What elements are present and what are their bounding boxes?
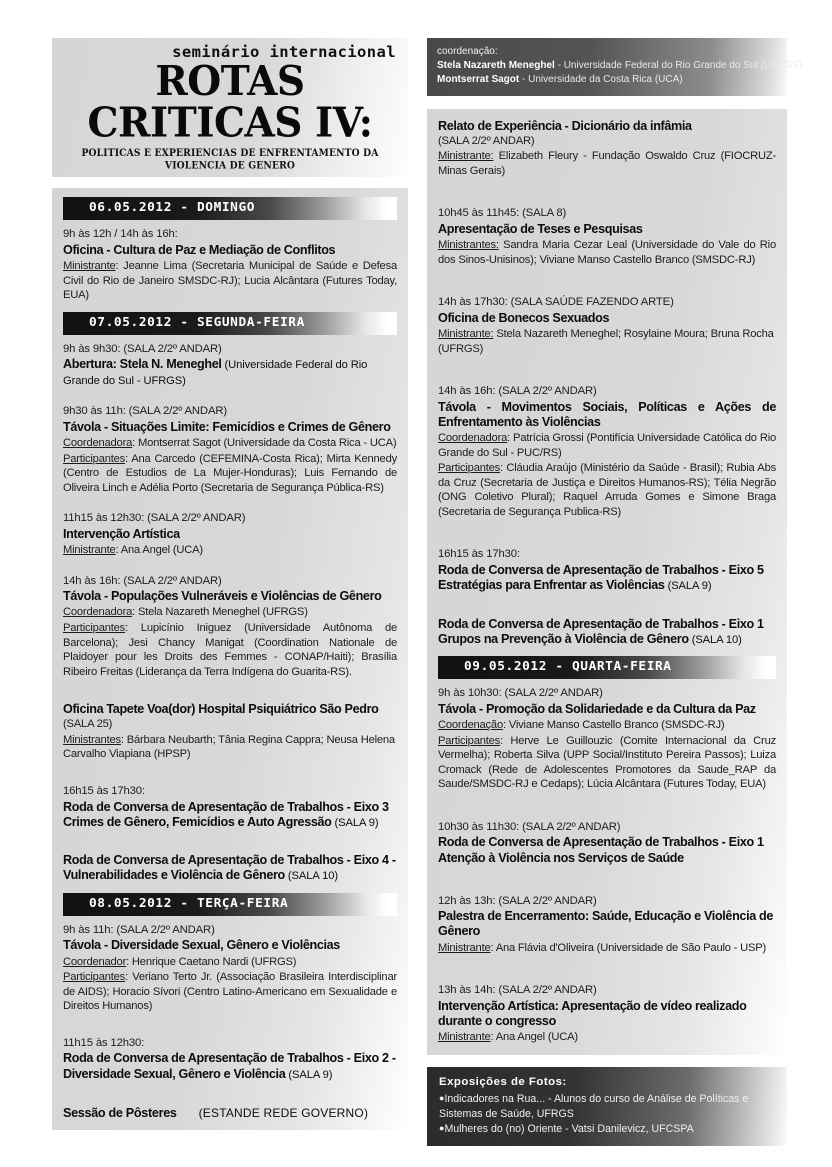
coordinator-affiliation: - Universidade Federal do Rio Grande do Sul (UFRGS)	[554, 60, 803, 72]
session-people	[438, 941, 776, 956]
session-people	[438, 327, 776, 356]
session-people	[63, 259, 397, 303]
people-detail: : Montserrat Sagot (Universidade da Costa Rica - UCA)	[132, 437, 397, 450]
session-title: Távola - Diversidade Sexual, Gênero e Violências	[63, 938, 340, 953]
session-title	[438, 617, 776, 648]
session-time: 9h às 9h30: (SALA 2/2º ANDAR)	[63, 342, 222, 355]
session-title-text: Abertura: Stela N. Meneghel	[63, 357, 222, 372]
session-tavola-situacoes-limite	[63, 404, 397, 495]
session-intervencao-artistica	[63, 511, 397, 557]
coordinator-affiliation: - Universidade da Costa Rica (UCA)	[519, 74, 683, 86]
session-coordinator	[63, 605, 397, 620]
people-detail: : Viviane Manso Castello Branco (SMSDC-RJ)	[502, 718, 725, 731]
role-label: Coordenadora	[63, 606, 133, 619]
bullet-icon: ●	[439, 1093, 445, 1104]
role-label: Coordenadora	[63, 437, 133, 450]
session-intervencao-artistica-video	[438, 983, 776, 1044]
title-subtitle: POLITICAS E EXPERIENCIAS DE ENFRENTAMENTO DA VIOLENCIA DE GENERO	[81, 147, 379, 172]
session-title-text: Roda de Conversa de Apresentação de Trabalhos - Eixo 5 Estratégias para Enfrentar as Violências	[438, 563, 764, 593]
session-coordinator	[438, 718, 776, 733]
session-time: 13h às 14h: (SALA 2/2º ANDAR)	[438, 984, 597, 997]
session-room: (SALA 9)	[285, 1068, 333, 1081]
people-detail: : Henrique Caetano Nardi (UFRGS)	[126, 955, 297, 968]
session-title: Oficina Tapete Voa(dor) Hospital Psiquiátrico São Pedro	[63, 702, 379, 717]
session-time: 12h às 13h: (SALA 2/2º ANDAR)	[438, 894, 597, 907]
session-oficina-tapete-voador	[63, 702, 397, 762]
role-label: Participantes	[438, 734, 501, 747]
session-time: 11h15 às 12h30: (SALA 2/2º ANDAR)	[63, 512, 246, 525]
session-title: Távola - Movimentos Sociais, Políticas e Ações de Enfrentamento às Violências	[438, 399, 776, 429]
session-participants	[63, 970, 397, 1014]
people-detail: : Ana Flávia d'Oliveira (Universidade de São Paulo - USP)	[490, 941, 767, 954]
session-time: 14h às 17h30: (SALA SAÚDE FAZENDO ARTE)	[438, 296, 674, 309]
session-title: Intervenção Artística	[63, 526, 180, 541]
coordinator-name: Montserrat Sagot	[437, 74, 520, 86]
session-title: Roda de Conversa de Apresentação de Trabalhos - Eixo 1 Atenção à Violência nos Serviços de Saúde	[438, 835, 764, 865]
coordinator-entry	[437, 73, 777, 87]
date-banner-tuesday: 08.05.2012 - TERÇA-FEIRA	[63, 893, 397, 916]
session-roda-conversa-eixo1-grupos	[438, 617, 776, 648]
left-schedule-panel	[52, 188, 408, 1130]
session-title-text: Sessão de Pôsteres	[63, 1106, 177, 1121]
session-title	[438, 563, 776, 594]
session-coordinator	[63, 436, 397, 451]
people-detail: : Jeanne Lima (Secretaria Municipal de Saúde e Defesa Civil do Rio de Janeiro SMSDC-RJ); Lucia Alcântara (Futures Today, EUA)	[63, 260, 397, 302]
coordinator-name: Stela Nazareth Meneghel	[437, 60, 555, 72]
people-detail: : Lupicínio Iniguez (Universidade Autônoma de Barcelona); Jesi Chancy Manigat (Coordination Nationale de Plaidoyer pour les Droits des Femmes - CONAP/Haiti); Brasília Ribeiro Freitas (Liderança da Terra Indígena do Guarita-RS).	[63, 621, 397, 678]
session-time: 9h30 às 11h: (SALA 2/2º ANDAR)	[63, 405, 227, 418]
session-title-text: Roda de Conversa de Apresentação de Trabalhos - Eixo 4 - Vulnerabilidades e Violência de Gênero	[63, 853, 396, 883]
session-tavola-promocao-solidariedade	[438, 686, 776, 792]
session-title: Relato de Experiência - Dicionário da infâmia	[438, 118, 692, 133]
session-title	[63, 357, 397, 388]
session-coordinator	[438, 431, 776, 460]
session-participants	[438, 461, 776, 519]
title-kicker: seminário internacional	[172, 43, 396, 61]
people-detail: : Herve Le Guillouzic (Comite Internacional da Cruz Vermelha); Roberta Silva (UPP Social/Instituto Pereira Passos); Luiza Cromack (Rede de Adolescentes Promotores da Saude_RAP da Saude/SMSDC-RJ e Cedaps); Lúcia Alcântara (Futures Today, EUA)	[438, 734, 776, 791]
session-coordinator	[63, 955, 397, 970]
session-oficina-cultura-paz	[63, 227, 397, 302]
session-title	[63, 853, 397, 884]
date-banner-sunday: 06.05.2012 - DOMINGO	[63, 197, 397, 220]
session-time: 10h30 às 11h30: (SALA 2/2º ANDAR)	[438, 820, 621, 833]
people-detail: : Stela Nazareth Meneghel (UFRGS)	[132, 606, 308, 619]
session-tavola-populacoes-vulneraveis	[63, 574, 397, 680]
people-detail: : Veriano Terto Jr. (Associação Brasileira Interdisciplinar de AIDS); Horacio Sívori (Centro Latino-Americano em Sexualidade e Direitos Humanos)	[63, 971, 397, 1013]
role-label: Ministrantes:	[438, 239, 499, 252]
session-time: 9h às 11h: (SALA 2/2º ANDAR)	[63, 923, 215, 936]
session-roda-conversa-eixo2	[63, 1036, 397, 1082]
role-label: Coordenador	[63, 955, 127, 968]
people-detail: Stela Nazareth Meneghel; Rosylaine Moura; Bruna Rocha (UFRGS)	[438, 328, 774, 355]
exhibition-text: Indicadores na Rua... - Alunos do curso de Análise de Políticas e Sistemas de Saúde, UFRGS	[439, 1093, 749, 1120]
exhibition-item	[439, 1122, 775, 1137]
session-title: Apresentação de Teses e Pesquisas	[438, 222, 643, 237]
people-detail: Elizabeth Fleury - Fundação Oswaldo Cruz (FIOCRUZ-Minas Gerais)	[438, 150, 776, 177]
date-banner-monday: 07.05.2012 - SEGUNDA-FEIRA	[63, 312, 397, 335]
session-title: Intervenção Artística: Apresentação de vídeo realizado durante o congresso	[438, 998, 747, 1028]
session-title: Távola - Promoção da Solidariedade e da Cultura da Paz	[438, 701, 756, 716]
session-title	[63, 800, 397, 831]
role-label: Ministrante	[438, 941, 491, 954]
session-time: 14h às 16h: (SALA 2/2º ANDAR)	[438, 385, 597, 398]
session-time: 10h45 às 11h45: (SALA 8)	[438, 207, 567, 220]
session-oficina-bonecos-sexuados	[438, 295, 776, 356]
bullet-icon: ●	[439, 1122, 445, 1133]
session-participants	[63, 452, 397, 496]
session-title-text: Roda de Conversa de Apresentação de Trabalhos - Eixo 1 Grupos na Prevenção à Violência de Gênero	[438, 616, 764, 646]
exhibitions-title: Exposições de Fotos:	[439, 1075, 567, 1088]
exhibition-item	[439, 1092, 775, 1121]
exhibition-text: Mulheres do (no) Oriente - Vatsi Danilevicz, UFCSPA	[444, 1122, 694, 1135]
people-detail: : Ana Carcedo (CEFEMINA-Costa Rica); Mirta Kennedy (Centro de Estudios de La Mujer-Honduras); Luis Fernando de Oliveira Linch e Adélia Porto (Secretaria de Segurança Pública-RS)	[63, 452, 397, 494]
session-roda-conversa-eixo5	[438, 547, 776, 593]
session-participants	[63, 621, 397, 679]
photo-exhibitions-panel	[427, 1067, 787, 1147]
session-room: (SALA 10)	[284, 870, 338, 883]
poster-title-block	[52, 38, 408, 177]
session-room: (SALA 2/2º ANDAR)	[438, 134, 535, 147]
role-label: Ministrante:	[438, 328, 494, 341]
session-participants	[438, 734, 776, 792]
session-title: Palestra de Encerramento: Saúde, Educação e Violência de Gênero	[438, 909, 774, 939]
role-label: Ministrante	[438, 1031, 491, 1044]
session-relato-experiencia	[438, 119, 776, 179]
role-label: Ministrante	[63, 544, 116, 557]
session-title: Oficina - Cultura de Paz e Mediação de Conflitos	[63, 242, 336, 257]
page-title: ROTAS CRITICAS IV:	[87, 57, 373, 148]
session-people	[438, 1030, 776, 1045]
session-palestra-encerramento	[438, 894, 776, 955]
session-time: 16h15 às 17h30:	[438, 548, 520, 561]
session-tavola-diversidade-sexual	[63, 923, 397, 1014]
session-room: (SALA 10)	[688, 633, 742, 646]
role-label: Ministrantes	[63, 733, 121, 746]
session-sessao-posteres	[63, 1106, 397, 1120]
session-title: Távola - Situações Limite: Femicídios e Crimes de Gênero	[63, 419, 391, 434]
session-title: Oficina de Bonecos Sexuados	[438, 310, 610, 325]
session-time: 14h às 16h: (SALA 2/2º ANDAR)	[63, 574, 222, 587]
people-detail: : Ana Angel (UCA)	[115, 544, 203, 557]
session-title	[63, 1051, 397, 1082]
session-room: (SALA 25)	[63, 718, 113, 731]
session-room: (SALA 9)	[664, 580, 712, 593]
session-title-affiliation: (Universidade Federal do Rio Grande do Sul - UFRGS)	[63, 359, 368, 387]
role-label: Participantes	[438, 462, 501, 475]
role-label: Participantes	[63, 971, 126, 984]
people-detail: : Bárbara Neubarth; Tânia Regina Cappra; Neusa Helena Carvalho Viapiana (HPSP)	[63, 733, 395, 761]
coordination-panel	[427, 38, 803, 96]
role-label: Participantes	[63, 621, 126, 634]
left-column	[52, 38, 408, 1130]
people-detail: : Patrícia Grossi (Pontifícia Universidade Católica do Rio Grande do Sul - PUC/RS)	[438, 432, 776, 459]
right-column	[427, 38, 803, 1146]
session-room: (SALA 9)	[331, 816, 379, 829]
session-roda-conversa-eixo4	[63, 853, 397, 884]
session-people	[63, 733, 397, 762]
session-time: 11h15 às 12h30:	[63, 1036, 145, 1049]
session-time: 9h às 10h30: (SALA 2/2º ANDAR)	[438, 687, 603, 700]
session-tavola-movimentos-sociais	[438, 384, 776, 519]
role-label: Ministrante:	[438, 150, 494, 163]
session-title: Távola - Populações Vulneráveis e Violências de Gênero	[63, 589, 382, 604]
session-people	[438, 238, 776, 267]
people-detail: : Cláudia Araújo (Ministério da Saúde - Brasil); Rubia Abs da Cruz (Secretaria de Justiça e Direitos Humanos-RS); Télia Negrão (ONG Coletivo Plural); Raquel Arruda Gomes e Simone Braga (Secretaria de Segurança Publica-RS)	[438, 462, 776, 518]
role-label: Coordenação	[438, 718, 503, 731]
session-apresentacao-teses	[438, 206, 776, 267]
session-title-text: Roda de Conversa de Apresentação de Trabalhos - Eixo 2 - Diversidade Sexual, Gênero e Violência	[63, 1051, 396, 1081]
session-people	[63, 543, 397, 558]
session-abertura	[63, 342, 397, 389]
people-detail: : Ana Angel (UCA)	[490, 1031, 578, 1044]
coordinator-entry	[437, 59, 803, 73]
session-time: 16h15 às 17h30:	[63, 785, 145, 798]
role-label: Participantes	[63, 452, 126, 465]
session-title-text: Roda de Conversa de Apresentação de Trabalhos - Eixo 3 Crimes de Gênero, Femicídios e Auto Agressão	[63, 799, 389, 829]
people-detail: Sandra Maria Cezar Leal (Universidade do Vale do Rio dos Sinos-Unisinos); Viviane Manso Castello Branco (SMSDC-RJ)	[438, 239, 776, 266]
session-time: 9h às 12h / 14h às 16h:	[63, 228, 178, 241]
session-place: (ESTANDE REDE GOVERNO)	[198, 1106, 369, 1121]
session-roda-conversa-eixo1-atencao	[438, 820, 776, 866]
coordination-label: coordenação:	[437, 46, 498, 57]
date-banner-wednesday: 09.05.2012 - QUARTA-FEIRA	[438, 656, 776, 679]
right-schedule-panel	[427, 109, 787, 1055]
session-roda-conversa-eixo3	[63, 784, 397, 830]
role-label: Ministrante	[63, 260, 116, 273]
session-people	[438, 149, 776, 178]
role-label: Coordenadora	[438, 432, 508, 445]
